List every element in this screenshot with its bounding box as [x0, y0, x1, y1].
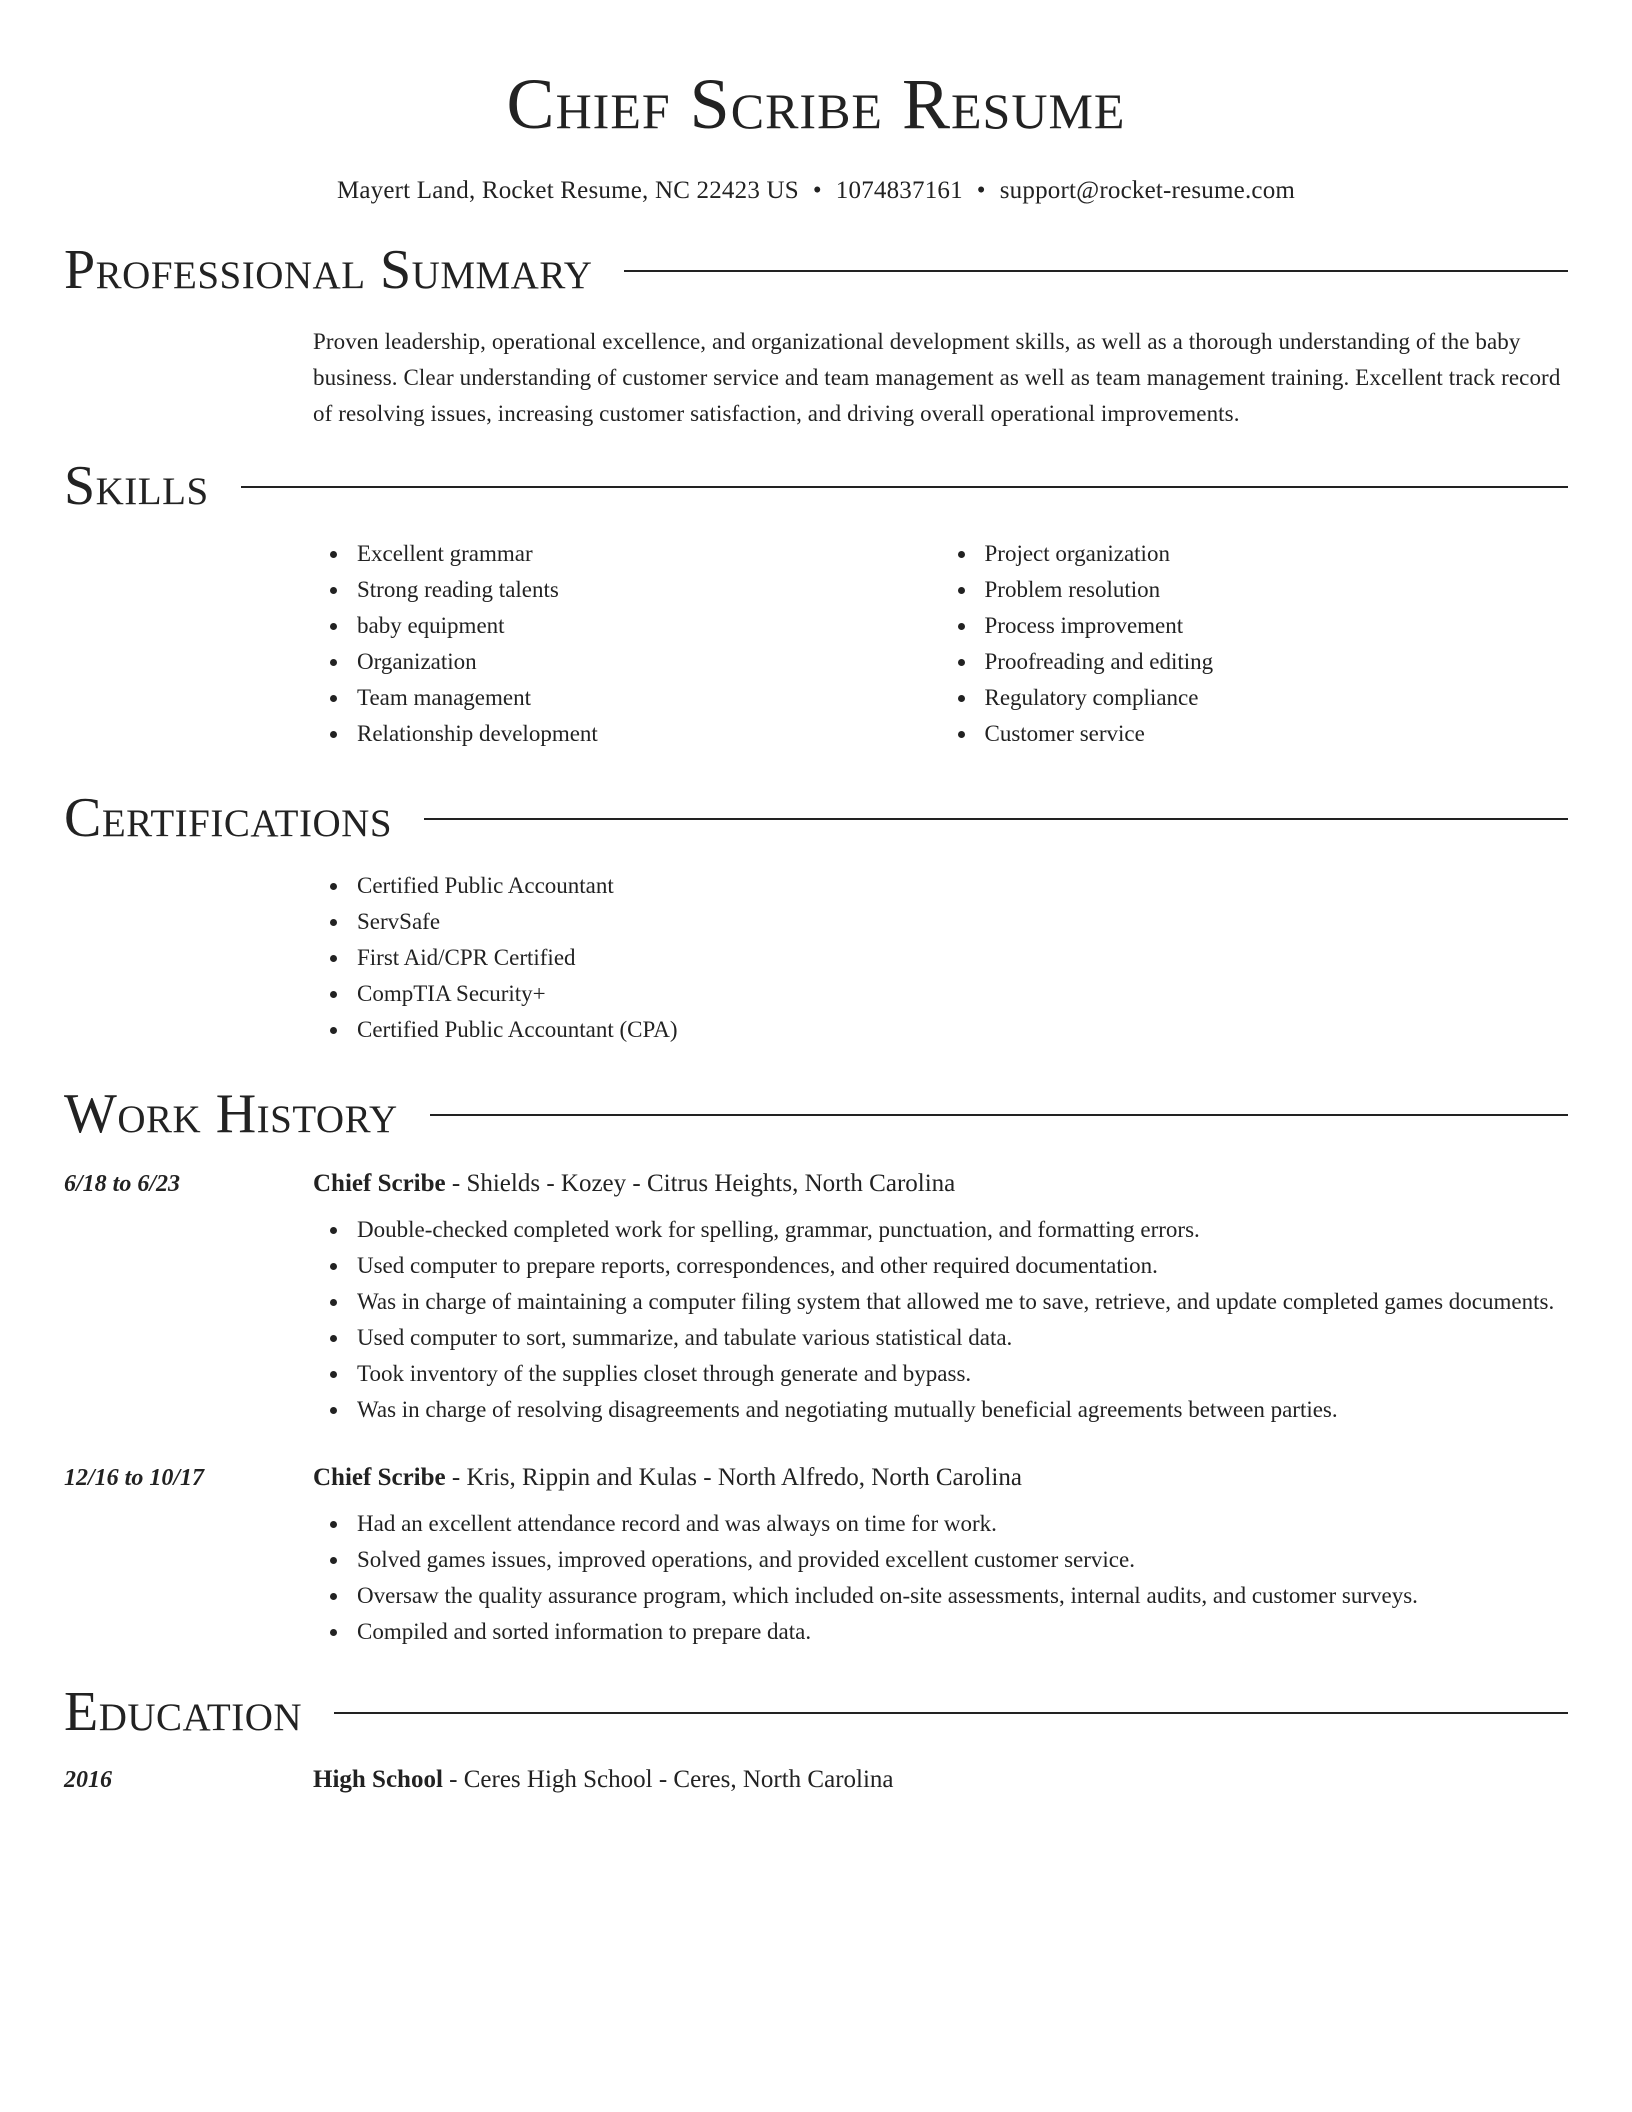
job-entry — [64, 1166, 1568, 1428]
skills-grid — [313, 536, 1568, 752]
section-heading-skills: Skills — [64, 455, 209, 517]
contact-address: Mayert Land, Rocket Resume, NC 22423 US — [336, 177, 799, 204]
list-item: Was in charge of resolving disagreements and negotiating mutually beneficial agreements between parties. — [357, 1392, 1568, 1428]
section-heading-certifications: Certifications — [64, 787, 393, 849]
contact-separator: • — [812, 177, 822, 204]
list-item: Used computer to sort, summarize, and tabulate various statistical data. — [357, 1320, 1568, 1356]
education-body — [313, 1762, 1568, 1808]
section-skills — [64, 454, 1568, 518]
list-item: Excellent grammar — [357, 536, 941, 572]
section-heading-education: Education — [64, 1681, 303, 1743]
section-divider — [430, 1114, 1568, 1116]
contact-email: support@rocket-resume.com — [999, 177, 1296, 204]
job-entry — [64, 1460, 1568, 1650]
education-entry — [64, 1762, 1568, 1808]
section-divider — [334, 1712, 1568, 1714]
job-bullets — [313, 1212, 1568, 1428]
job-title: Chief Scribe — [313, 1464, 446, 1491]
list-item: Customer service — [985, 716, 1569, 752]
education-degree: High School — [313, 1766, 443, 1793]
section-work-history — [64, 1082, 1568, 1146]
list-item: Organization — [357, 644, 941, 680]
list-item: Project organization — [985, 536, 1569, 572]
list-item: Had an excellent attendance record and was always on time for work. — [357, 1506, 1568, 1542]
section-divider — [624, 270, 1568, 272]
section-professional-summary — [64, 238, 1568, 302]
section-heading-summary: Professional Summary — [64, 239, 593, 301]
section-divider — [241, 486, 1568, 488]
skills-list-left — [313, 536, 941, 752]
skills-list-right — [941, 536, 1569, 752]
list-item: Relationship development — [357, 716, 941, 752]
education-heading — [313, 1762, 1568, 1798]
list-item: Certified Public Accountant (CPA) — [357, 1012, 1568, 1048]
job-title: Chief Scribe — [313, 1170, 446, 1197]
education-year: 2016 — [64, 1767, 112, 1793]
education-school: - Ceres High School - Ceres, North Carolina — [442, 1766, 894, 1793]
list-item: Proofreading and editing — [985, 644, 1569, 680]
certifications-list — [313, 868, 1568, 1048]
list-item: Problem resolution — [985, 572, 1569, 608]
list-item: Double-checked completed work for spelling, grammar, punctuation, and formatting errors. — [357, 1212, 1568, 1248]
list-item: Certified Public Accountant — [357, 868, 1568, 904]
section-certifications — [64, 786, 1568, 850]
section-divider — [424, 818, 1568, 820]
list-item: Strong reading talents — [357, 572, 941, 608]
contact-line — [64, 176, 1568, 206]
job-employer: - Shields - Kozey - Citrus Heights, North Carolina — [445, 1170, 956, 1197]
list-item: Team management — [357, 680, 941, 716]
list-item: Took inventory of the supplies closet through generate and bypass. — [357, 1356, 1568, 1392]
list-item: CompTIA Security+ — [357, 976, 1568, 1012]
job-body — [313, 1166, 1568, 1428]
list-item: Process improvement — [985, 608, 1569, 644]
list-item: Oversaw the quality assurance program, which included on-site assessments, internal audits, and customer surveys. — [357, 1578, 1568, 1614]
resume-title: Chief Scribe Resume — [506, 64, 1126, 144]
list-item: Used computer to prepare reports, correspondences, and other required documentation. — [357, 1248, 1568, 1284]
job-heading — [313, 1460, 1568, 1496]
list-item: Compiled and sorted information to prepare data. — [357, 1614, 1568, 1650]
list-item: baby equipment — [357, 608, 941, 644]
job-body — [313, 1460, 1568, 1650]
list-item: Regulatory compliance — [985, 680, 1569, 716]
summary-text: Proven leadership, operational excellence, and organizational development skills, as well as a thorough understanding of the baby business. Clear understanding of customer service and team management as well as team management training. Excellent track record of resolving issues, increasing customer satisfaction, and driving overall operational improvements. — [313, 329, 1561, 426]
job-heading — [313, 1166, 1568, 1202]
list-item: ServSafe — [357, 904, 1568, 940]
list-item: Solved games issues, improved operations, and provided excellent customer service. — [357, 1542, 1568, 1578]
list-item: First Aid/CPR Certified — [357, 940, 1568, 976]
job-bullets — [313, 1506, 1568, 1650]
job-dates: 6/18 to 6/23 — [64, 1171, 181, 1197]
list-item: Was in charge of maintaining a computer filing system that allowed me to save, retrieve, and update completed games documents. — [357, 1284, 1568, 1320]
job-dates: 12/16 to 10/17 — [64, 1465, 205, 1491]
section-education — [64, 1680, 1568, 1744]
contact-separator: • — [976, 177, 986, 204]
job-employer: - Kris, Rippin and Kulas - North Alfredo, North Carolina — [445, 1464, 1022, 1491]
contact-phone: 1074837161 — [835, 177, 963, 204]
section-heading-work-history: Work History — [64, 1083, 398, 1145]
